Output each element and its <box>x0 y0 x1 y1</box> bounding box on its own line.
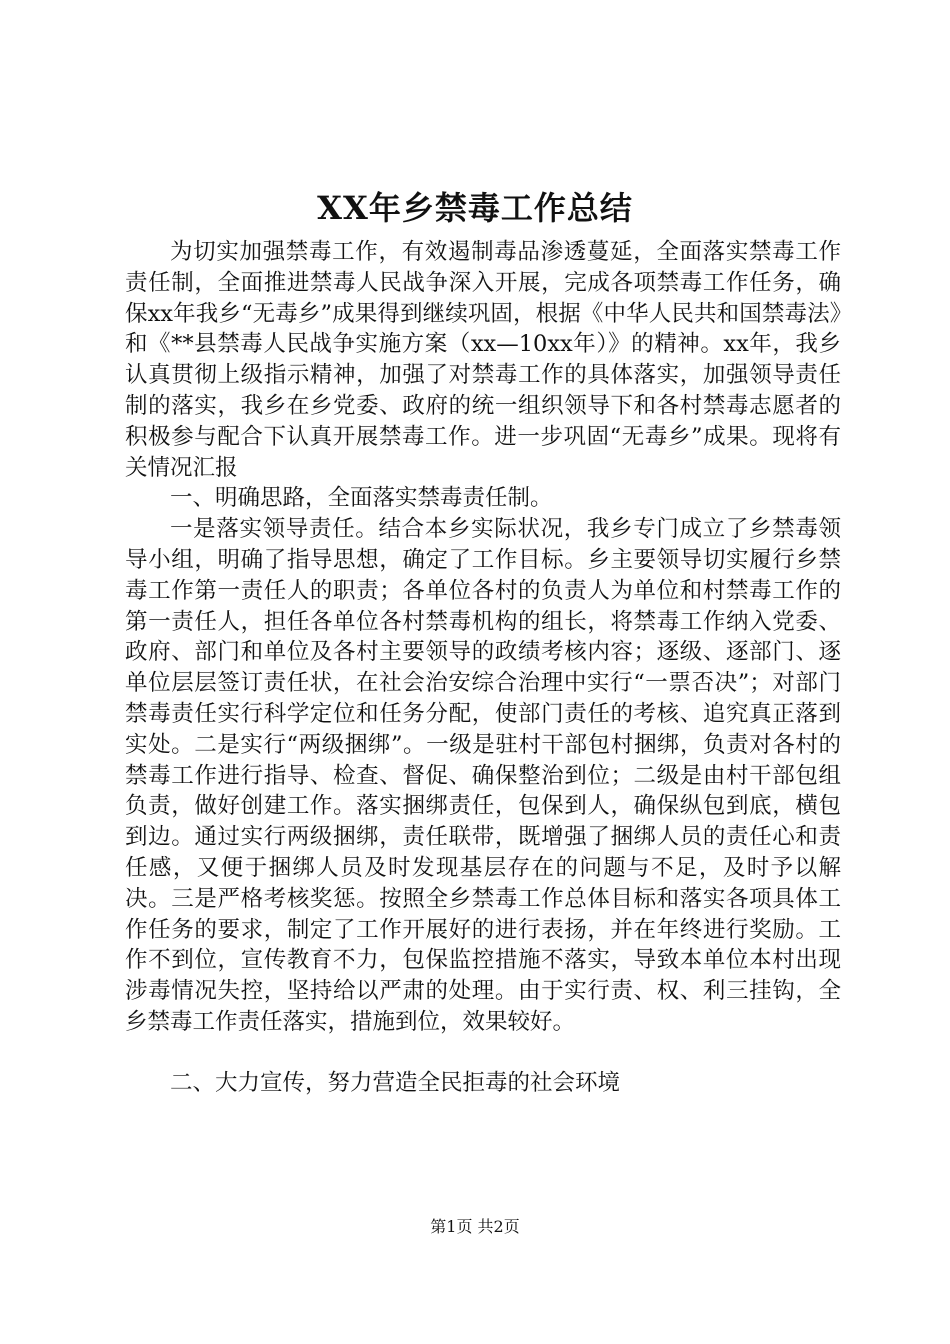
section-heading-1: 一、明确思路，全面落实禁毒责任制。 <box>170 485 553 512</box>
document-body <box>125 237 841 1099</box>
document-title: XX年乡禁毒工作总结 <box>317 189 633 227</box>
paragraph-responsibility: 一是落实领导责任。结合本乡实际状况，我乡专门成立了乡禁毒领导小组，明确了指导思想，确定了工作目标。乡主要领导切实履行乡禁毒工作第一责任人的职责；各单位各村的负责人为单位和村禁毒工作的第一责任人，担任各单位各村禁毒机构的组长，将禁毒工作纳入党委、政府、部门和单位及各村主要领导的政绩考核内容；逐级、逐部门、逐单位层层签订责任状，在社会治安综合治理中实行“一票否决”；对部门禁毒责任实行科学定位和任务分配，使部门责任的考核、追究真正落到实处。二是实行“两级捆绑”。一级是驻村干部包村捆绑，负责对各村的禁毒工作进行指导、检查、督促、确保整治到位；二级是由村干部包组负责，做好创建工作。落实捆绑责任，包保到人，确保纵包到底，横包到边。通过实行两级捆绑，责任联带，既增强了捆绑人员的责任心和责任感，又便于捆绑人员及时发现基层存在的问题与不足，及时予以解决。三是严格考核奖惩。按照全乡禁毒工作总体目标和落实各项具体工作任务的要求，制定了工作开展好的进行表扬，并在年终进行奖励。工作不到位，宣传教育不力，包保监控措施不落实，导致本单位本村出现涉毒情况失控，坚持给以严肃的处理。由于实行责、权、利三挂钩，全乡禁毒工作责任落实，措施到位，效果较好。 <box>125 516 841 1035</box>
page-footer: 第1页 共2页 <box>430 1217 520 1236</box>
paragraph-intro: 为切实加强禁毒工作，有效遏制毒品渗透蔓延，全面落实禁毒工作责任制，全面推进禁毒人民战争深入开展，完成各项禁毒工作任务，确保xx年我乡“无毒乡”成果得到继续巩固，根据《中华人民共和国禁毒法》和《**县禁毒人民战争实施方案（xx—10xx年）》的精神。xx年，我乡认真贯彻上级指示精神，加强了对禁毒工作的具体落实，加强领导责任制的落实，我乡在乡党委、政府的统一组织领导下和各村禁毒志愿者的积极参与配合下认真开展禁毒工作。进一步巩固“无毒乡”成果。现将有关情况汇报 <box>125 239 841 481</box>
section-heading-2: 二、大力宣传，努力营造全民拒毒的社会环境 <box>170 1069 621 1096</box>
